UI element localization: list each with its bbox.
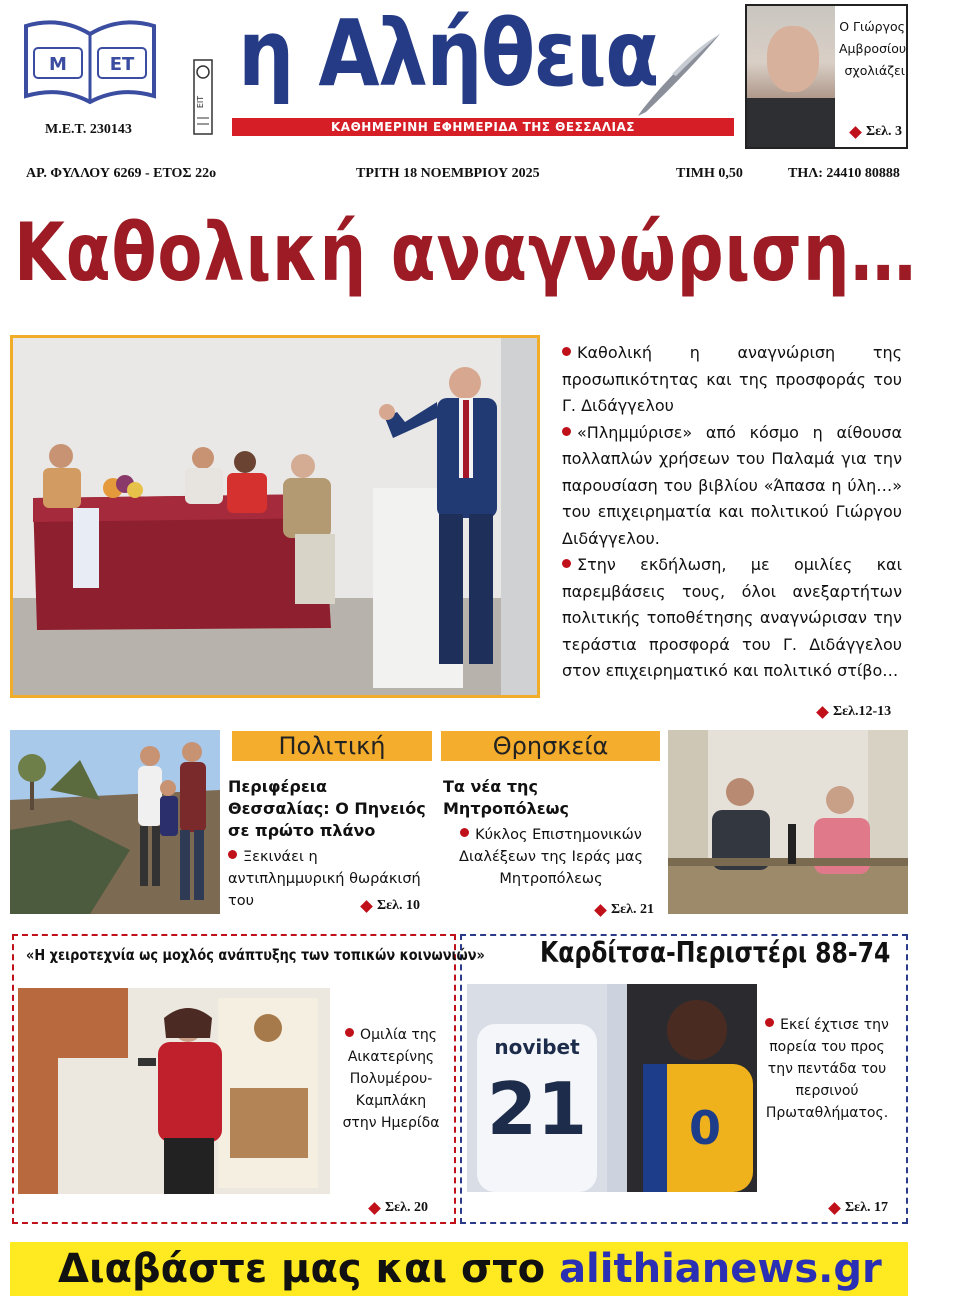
- crafts-text-body: Ομιλία της Αικατερίνης Πολυμέρου-Καμπλάκη στην Ημερίδα: [342, 1027, 440, 1131]
- main-story-page-ref: [818, 704, 891, 720]
- diamond-icon: [368, 1202, 381, 1215]
- met-code: Μ.Ε.Τ. 230143: [45, 122, 132, 137]
- bullet-icon: [460, 828, 469, 837]
- logo-left-text: Μ: [49, 54, 67, 75]
- main-bullet-1: [562, 340, 902, 420]
- religion-text-body: Κύκλος Επιστημονικών Διαλέξεων της Ιεράς μας Μητροπόλεως: [459, 827, 643, 887]
- politics-page-ref: [362, 898, 420, 914]
- quill-icon: [602, 30, 722, 120]
- metropolis-photo[interactable]: [668, 730, 908, 914]
- main-bullet-2: [562, 420, 902, 553]
- diamond-icon: [828, 1202, 841, 1215]
- comment-page-ref: [851, 124, 902, 140]
- columnist-photo: [747, 6, 835, 147]
- basketball-text: [764, 1014, 890, 1124]
- bullet-icon: [765, 1018, 774, 1027]
- crafts-page: Σελ. 20: [385, 1200, 429, 1215]
- diamond-icon: [816, 706, 829, 719]
- comment-page: Σελ. 3: [866, 124, 903, 139]
- politics-title[interactable]: Περιφέρεια Θεσσαλίας: Ο Πηνειός σε πρώτο πλάνο: [228, 777, 426, 840]
- main-story-page: Σελ.12-13: [833, 704, 892, 719]
- main-bullet-1-text: Καθολική η αναγνώριση της προσωπικότητας και της προσφοράς του Γ. Διδάγγελου: [562, 343, 902, 415]
- crafts-page-ref: [370, 1200, 428, 1216]
- main-bullet-3: [562, 552, 902, 685]
- religion-text: [443, 824, 659, 890]
- phone-number: ΤΗΛ: 24410 80888: [788, 166, 900, 181]
- comment-line-3: σχολιάζει: [844, 63, 905, 78]
- main-headline[interactable]: Καθολική αναγνώριση…: [14, 206, 917, 299]
- diamond-icon: [594, 904, 607, 917]
- diamond-icon: [360, 900, 373, 913]
- politics-text-body: Ξεκινάει η αντιπλημμυρική θωράκισή του: [228, 849, 421, 909]
- eit-mark-text: ΕΙΤ: [196, 95, 205, 109]
- basketball-photo[interactable]: [467, 984, 757, 1192]
- pineios-photo[interactable]: [10, 730, 220, 914]
- comment-line-2: Αμβροσίου: [839, 41, 907, 56]
- issue-price: ΤΙΜΗ 0,50: [676, 166, 743, 181]
- met-logo: [20, 14, 160, 114]
- logo-right-text: ΕΤ: [109, 54, 135, 75]
- basketball-page-ref: [830, 1200, 888, 1216]
- main-story-photo[interactable]: [10, 335, 540, 698]
- sponsor-text: novibet: [494, 1035, 580, 1059]
- crafts-text: [338, 1024, 444, 1134]
- main-bullet-3-text: Στην εκδήλωση, με ομιλίες και παρεμβάσεις τους, όλοι ανεξαρτήτων πολιτικής τοποθέτησης αναγνώρισαν την τεράστια προσφορά του Γ. Διδάγγελου στον επιχειρηματικό και πολιτικό στίβο…: [562, 555, 902, 680]
- basketball-page: Σελ. 17: [845, 1200, 889, 1215]
- masthead: [232, 0, 734, 136]
- section-tab-religion[interactable]: Θρησκεία: [441, 731, 660, 761]
- main-story-bullets: [562, 340, 902, 685]
- issue-number: ΑΡ. ΦΥΛΛΟΥ 6269 - ΕΤΟΣ 22ο: [26, 166, 217, 181]
- politics-page: Σελ. 10: [377, 898, 421, 913]
- religion-page: Σελ. 21: [611, 902, 655, 917]
- masthead-subtitle: ΚΑΘΗΜΕΡΙΝΗ ΕΦΗΜΕΡΙΔΑ ΤΗΣ ΘΕΣΣΑΛΙΑΣ: [232, 118, 734, 136]
- comment-line-1: Ο Γιώργος: [839, 19, 905, 34]
- bullet-icon: [562, 559, 571, 568]
- comment-box[interactable]: [745, 4, 908, 149]
- basketball-text-body: Εκεί έχτισε την πορεία του προς την πεντάδα του περσινού Πρωταθλήματος.: [765, 1017, 889, 1121]
- masthead-title: η Αλήθεια: [238, 0, 658, 107]
- section-tab-politics[interactable]: Πολιτική: [232, 731, 432, 761]
- main-bullet-2-text: «Πλημμύρισε» από κόσμο η αίθουσα πολλαπλών χρήσεων του Παλαμά για την παρουσίαση του βιβλίου «Άπασα η ύλη…» του επιχειρηματία και πολιτικού Γιώργου Διδάγγελου.: [562, 422, 902, 548]
- footer-banner[interactable]: [10, 1242, 908, 1296]
- footer-prefix: Διαβάστε μας και στο: [58, 1246, 560, 1292]
- footer-site-link[interactable]: alithianews.gr: [559, 1246, 882, 1292]
- comment-text: [839, 16, 905, 82]
- eit-mark: [192, 58, 214, 136]
- bullet-icon: [562, 427, 571, 436]
- bullet-icon: [562, 347, 571, 356]
- crafts-title[interactable]: «Η χειροτεχνία ως μοχλός ανάπτυξης των τοπικών κοινωνιών»: [26, 946, 485, 964]
- diamond-icon: [849, 126, 862, 139]
- jersey-left-number: 21: [486, 1067, 588, 1151]
- bullet-icon: [228, 850, 237, 859]
- jersey-right-number: 0: [688, 1101, 722, 1155]
- religion-page-ref: [596, 902, 654, 918]
- bullet-icon: [345, 1028, 354, 1037]
- issue-date: ΤΡΙΤΗ 18 ΝΟΕΜΒΡΙΟΥ 2025: [356, 166, 540, 181]
- religion-title[interactable]: Τα νέα της Μητροπόλεως: [443, 777, 570, 818]
- basketball-title[interactable]: Καρδίτσα-Περιστέρι 88-74: [540, 936, 891, 969]
- crafts-photo[interactable]: [18, 988, 330, 1194]
